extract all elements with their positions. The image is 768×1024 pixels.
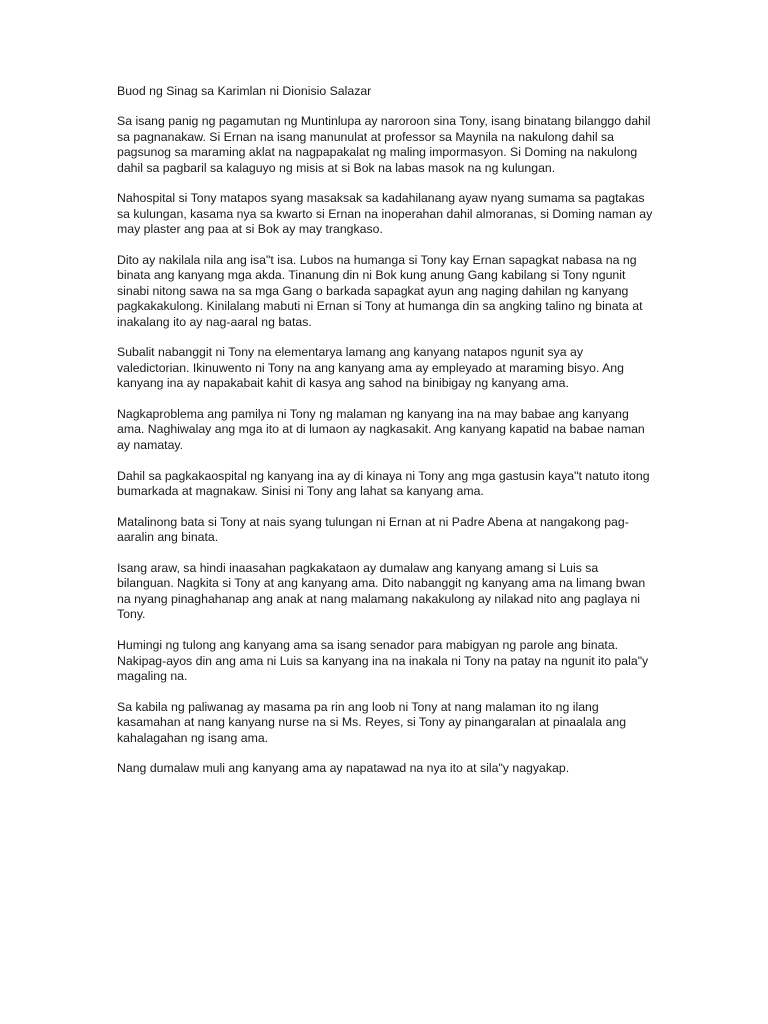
- paragraph-2: Nahospital si Tony matapos syang masaksak sa kadahilanang ayaw nyang sumama sa pagtakas sa kulungan, kasama nya sa kwarto si Ernan na inoperahan dahil almoranas, si Doming naman ay may plaster ang paa at si Bok ay may trangkaso.: [117, 191, 653, 237]
- paragraph-9: Humingi ng tulong ang kanyang ama sa isang senador para mabigyan ng parole ang binata. Nakipag-ayos din ang ama ni Luis sa kanyang ina na inakala ni Tony na patay na ngunit ito pala"y magaling na.: [117, 638, 649, 683]
- paragraph-3: Dito ay nakilala nila ang isa"t isa. Lubos na humanga si Tony kay Ernan sapagkat nabasa na ng binata ang kanyang mga akda. Tinanung din ni Bok kung anung Gang kabilang si Tony ngunit sinabi nitong sawa na sa mga Gang o barkada sapagkat ayun ang naging dahilan ng kanyang pagkakakulong. Kinilalang mabuti ni Ernan si Tony at humanga din sa angking talino ng binata at inakalang ito ay nag-aaral ng batas.: [117, 253, 643, 329]
- paragraph-1: Sa isang panig ng pagamutan ng Muntinlupa ay naroroon sina Tony, isang binatang bilanggo dahil sa pagnanakaw. Si Ernan na isang manunulat at professor sa Maynila na nakulong dahil sa pagsunog sa maraming aklat na nagpapakalat ng maling impormasyon. Si Doming na nakulong dahil sa pagbaril sa kalaguyo ng misis at si Bok na labas masok na ng kulungan.: [117, 114, 651, 175]
- paragraph-5: Nagkaproblema ang pamilya ni Tony ng malaman ng kanyang ina na may babae ang kanyang ama. Naghiwalay ang mga ito at di lumaon ay nagkasakit. Ang kanyang kapatid na babae naman ay namatay.: [117, 407, 645, 452]
- document-page: [117, 84, 657, 792]
- paragraph-8: Isang araw, sa hindi inaasahan pagkakataon ay dumalaw ang kanyang amang si Luis sa bilanguan. Nagkita si Tony at ang kanyang ama. Dito nabanggit ng kanyang ama na limang bwan na nyang pinaghahanap ang anak at nang malamang nakakulong ay nilakad nito ang paglaya ni Tony.: [117, 561, 646, 622]
- document-title: Buod ng Sinag sa Karimlan ni Dionisio Salazar: [117, 84, 372, 98]
- paragraph-6: Dahil sa pagkakaospital ng kanyang ina ay di kinaya ni Tony ang mga gastusin kaya"t natuto itong bumarkada at magnakaw. Sinisi ni Tony ang lahat sa kanyang ama.: [117, 468, 650, 499]
- paragraph-7: Matalinong bata si Tony at nais syang tulungan ni Ernan at ni Padre Abena at nangakong pag-aaralin ang binata.: [117, 514, 629, 545]
- paragraph-4: Subalit nabanggit ni Tony na elementarya lamang ang kanyang natapos ngunit sya ay valedictorian. Ikinuwento ni Tony na ang kanyang ama ay empleyado at maraming bisyo. Ang kanyang ina ay napakabait kahit di kasya ang sahod na binibigay ng kanyang ama.: [117, 345, 624, 391]
- paragraph-11: Nang dumalaw muli ang kanyang ama ay napatawad na nya ito at sila"y nagyakap.: [117, 761, 570, 776]
- paragraph-10: Sa kabila ng paliwanag ay masama pa rin ang loob ni Tony at nang malaman ito ng ilang kasamahan at nang kanyang nurse na si Ms. Reyes, si Tony ay pinangaralan at pinaalala ang kahalagahan ng isang ama.: [117, 699, 627, 745]
